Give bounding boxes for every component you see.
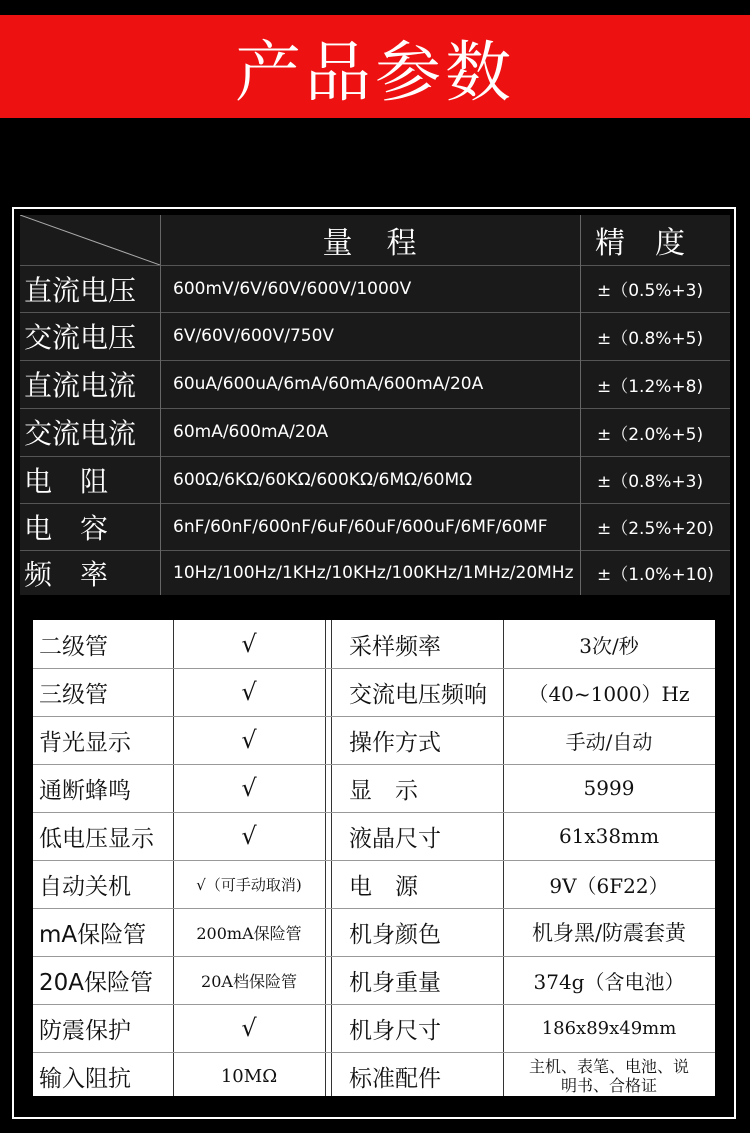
feature-value: √ bbox=[241, 630, 257, 658]
spec-name: 电 阻 bbox=[24, 464, 109, 498]
spec-row bbox=[20, 503, 730, 551]
feature-value: （40~1000）Hz bbox=[528, 681, 690, 706]
feature-row bbox=[33, 620, 715, 668]
feature-value: √（可手动取消) bbox=[196, 875, 302, 894]
feature-label: 20A保险管 bbox=[39, 969, 154, 996]
feature-label: 三级管 bbox=[39, 681, 108, 708]
feature-value: 186x89x49mm bbox=[541, 1017, 677, 1039]
feature-row bbox=[33, 1052, 715, 1096]
spec-name: 交流电压 bbox=[24, 321, 137, 354]
feature-row bbox=[33, 860, 715, 908]
feature-label: 机身颜色 bbox=[349, 921, 441, 948]
feature-label: 显 示 bbox=[349, 777, 418, 804]
spec-range: 60mA/600mA/20A bbox=[160, 408, 580, 456]
spec-name: 交流电流 bbox=[24, 417, 137, 450]
feature-value: 200mA保险管 bbox=[196, 923, 302, 943]
feature-label: 交流电压频响 bbox=[349, 681, 487, 708]
page-title: 产品参数 bbox=[235, 34, 515, 111]
feature-value: 3次/秒 bbox=[579, 633, 639, 658]
spec-accuracy: ±（1.2%+8) bbox=[580, 360, 730, 408]
feature-row bbox=[33, 716, 715, 764]
spec-name: 电 容 bbox=[24, 511, 109, 545]
feature-label: 采样频率 bbox=[349, 633, 441, 660]
feature-value: 5999 bbox=[583, 776, 635, 800]
spec-row bbox=[20, 456, 730, 504]
feature-value: 10MΩ bbox=[220, 1065, 278, 1087]
spec-header-range: 量 程 bbox=[160, 215, 580, 265]
feature-label: 防震保护 bbox=[39, 1017, 131, 1044]
feature-value: √ bbox=[241, 726, 257, 754]
feature-value: √ bbox=[241, 774, 257, 802]
feature-value: √ bbox=[241, 1014, 257, 1042]
spec-row bbox=[20, 360, 730, 409]
spec-range: 600mV/6V/60V/600V/1000V bbox=[160, 265, 580, 312]
spec-range: 60uA/600uA/6mA/60mA/600mA/20A bbox=[160, 360, 580, 408]
feature-value: 机身黑/防震套黄 bbox=[531, 921, 687, 945]
feature-label: 低电压显示 bbox=[39, 825, 154, 852]
feature-label: 输入阻抗 bbox=[39, 1065, 131, 1092]
feature-value: 主机、表笔、电池、说明书、合格证 bbox=[528, 1057, 689, 1095]
spec-accuracy: ±（0.8%+3) bbox=[580, 456, 730, 503]
feature-value: 61x38mm bbox=[558, 824, 660, 848]
spec-header-row bbox=[20, 215, 730, 266]
spec-name: 频 率 bbox=[24, 557, 109, 591]
spec-row bbox=[20, 550, 730, 595]
spec-name: 直流电压 bbox=[24, 273, 137, 307]
feature-label: 通断蜂鸣 bbox=[39, 777, 131, 804]
feature-value: 9V（6F22） bbox=[549, 873, 669, 898]
feature-label: 机身重量 bbox=[349, 969, 441, 996]
feature-label: 操作方式 bbox=[349, 729, 441, 756]
spec-row bbox=[20, 312, 730, 361]
spec-accuracy: ±（2.0%+5) bbox=[580, 408, 730, 456]
feature-label: 自动关机 bbox=[39, 873, 131, 900]
spec-table bbox=[20, 215, 730, 595]
feature-value: 374g（含电池） bbox=[533, 969, 685, 994]
feature-value: 20A档保险管 bbox=[201, 971, 297, 991]
feature-row bbox=[33, 668, 715, 716]
spec-range: 6V/60V/600V/750V bbox=[160, 312, 580, 360]
feature-label: 机身尺寸 bbox=[349, 1017, 441, 1044]
feature-label: 液晶尺寸 bbox=[349, 825, 441, 852]
spec-header-accuracy: 精 度 bbox=[580, 215, 730, 265]
spec-range: 6nF/60nF/600nF/6uF/60uF/600uF/6MF/60MF bbox=[160, 503, 580, 550]
feature-row bbox=[33, 908, 715, 956]
feature-label: 标准配件 bbox=[349, 1065, 441, 1092]
feature-value: 手动/自动 bbox=[565, 729, 653, 754]
feature-label: 电 源 bbox=[349, 873, 418, 900]
title-banner bbox=[0, 15, 750, 118]
spec-accuracy: ±（0.8%+5) bbox=[580, 312, 730, 360]
feature-row bbox=[33, 1004, 715, 1052]
feature-value: √ bbox=[241, 678, 257, 706]
diagonal-line bbox=[20, 215, 160, 265]
spec-accuracy: ±（2.5%+20) bbox=[580, 503, 730, 550]
spec-range: 10Hz/100Hz/1KHz/10KHz/100KHz/1MHz/20MHz bbox=[160, 550, 580, 595]
feature-row bbox=[33, 812, 715, 860]
feature-table bbox=[33, 620, 715, 1096]
spec-header-corner bbox=[20, 215, 160, 265]
feature-label: 背光显示 bbox=[39, 729, 131, 756]
spec-name: 直流电流 bbox=[24, 369, 137, 402]
spec-range: 600Ω/6KΩ/60KΩ/600KΩ/6MΩ/60MΩ bbox=[160, 456, 580, 503]
feature-value: √ bbox=[241, 822, 257, 850]
spec-accuracy: ±（0.5%+3) bbox=[580, 265, 730, 312]
spec-row bbox=[20, 265, 730, 313]
spec-accuracy: ±（1.0%+10) bbox=[580, 550, 730, 595]
spec-row bbox=[20, 408, 730, 457]
feature-row bbox=[33, 956, 715, 1004]
feature-row bbox=[33, 764, 715, 812]
feature-label: mA保险管 bbox=[39, 921, 147, 948]
feature-label: 二级管 bbox=[39, 633, 108, 660]
